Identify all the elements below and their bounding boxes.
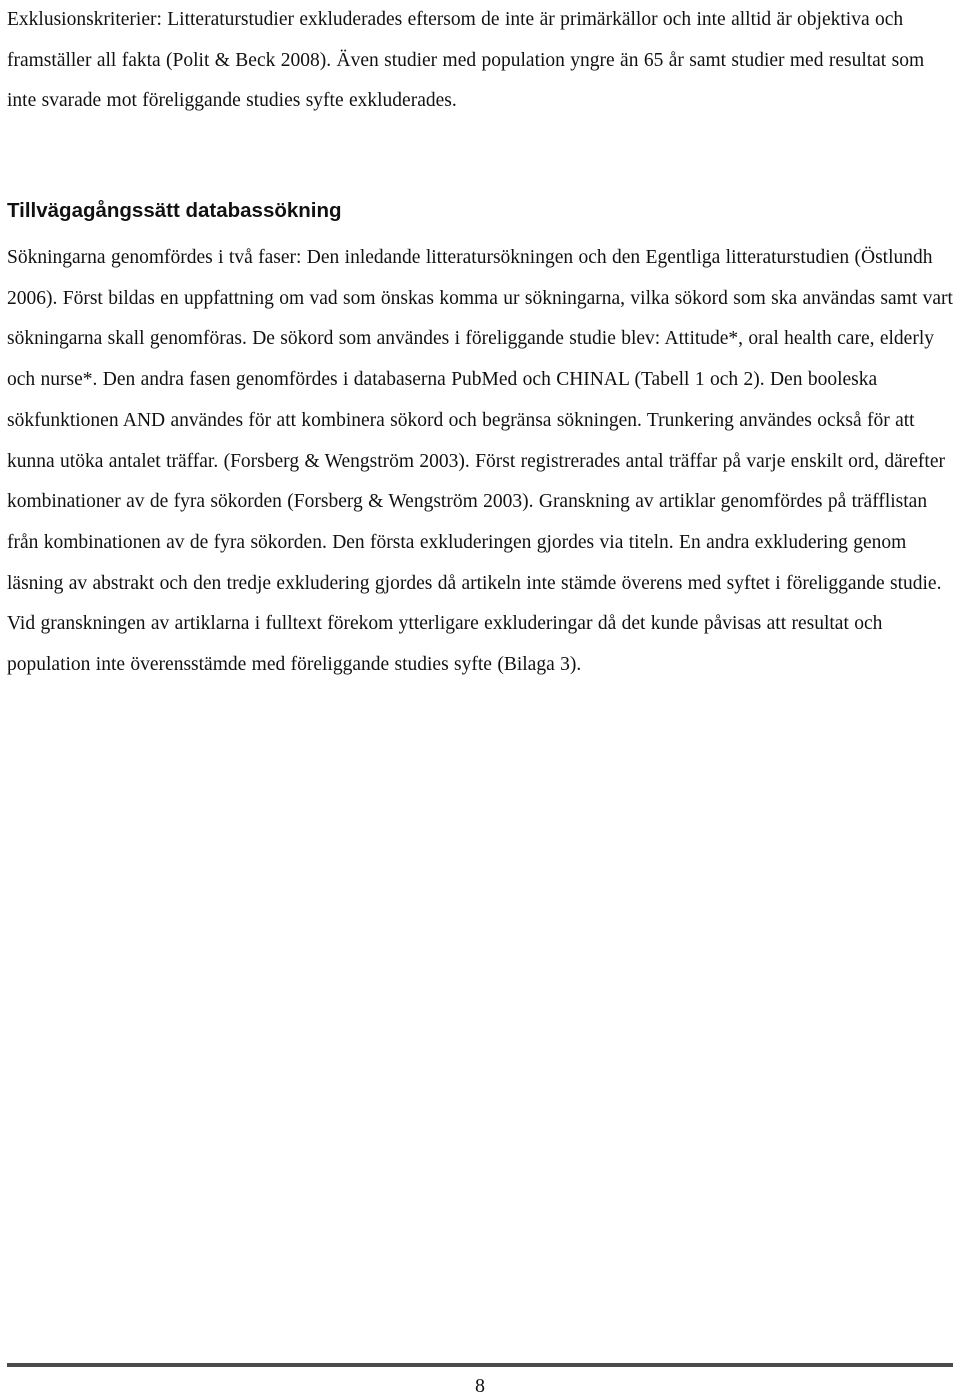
section-heading: Tillvägagångssätt databassökning <box>7 199 342 222</box>
exclusion-criteria-paragraph: Exklusionskriterier: Litteraturstudier exkluderades eftersom de inte är primärkällor och inte alltid är objektiva och framställer all fakta (Polit & Beck 2008). Även studier med population yngre än 65 år samt studier med resultat som inte svarade mot föreliggande studies syfte exkluderades. <box>7 9 925 112</box>
search-method-paragraph: Sökningarna genomfördes i två faser: Den inledande litteratursökningen och den Egentliga litteraturstudien (Östlundh 2006). Först bildas en uppfattning om vad som önskas komma ur sökningarna, vilka sökord som ska användas samt vart sökningarna skall genomföras. De sökord som användes i föreliggande studie blev: Attitude*, oral health care, elderly och nurse*. Den andra fasen genomfördes i databaserna PubMed och CHINAL (Tabell 1 och 2). Den booleska sökfunktionen AND användes för att kombinera sökord och begränsa sökningen. Trunkering användes också för att kunna utöka antalet träffar. (Forsberg & Wengström 2003). Först registrerades antal träffar på varje enskilt ord, därefter kombinationer av de fyra sökorden (Forsberg & Wengström 2003). Granskning av artiklar genomfördes på träfflistan från kombinationen av de fyra sökorden. Den första exkluderingen gjordes via titeln. En andra exkludering genom läsning av abstrakt och den tredje exkludering gjordes då artikeln inte stämde överens med syftet i föreliggande studie. Vid granskningen av artiklarna i fulltext förekom ytterligare exkluderingar då det kunde påvisas att resultat och population inte överensstämde med föreliggande studies syfte (Bilaga 3). <box>7 247 953 676</box>
footer-divider <box>7 1363 953 1367</box>
page-number: 8 <box>475 1375 485 1397</box>
